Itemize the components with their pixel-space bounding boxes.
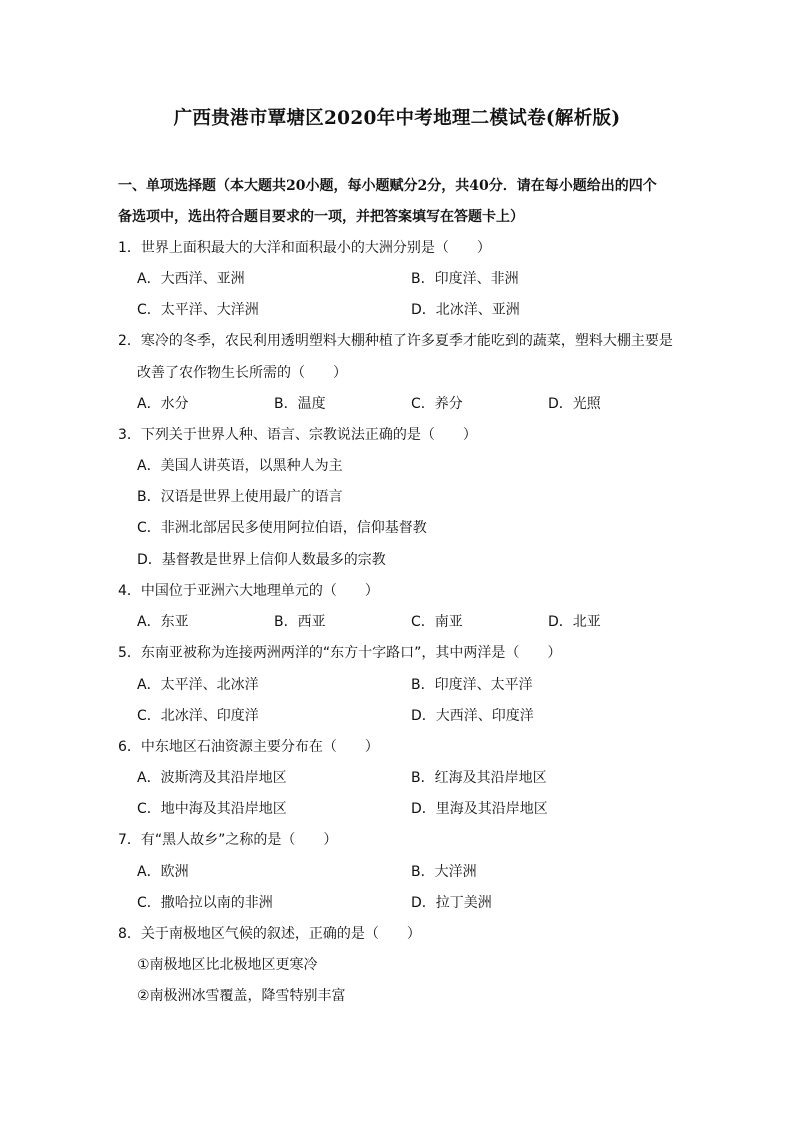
question-6-option-d: D．里海及其沿岸地区 [411, 801, 548, 817]
question-4-option-a: A．东亚 [137, 614, 189, 630]
question-4-stem: 4．中国位于亚洲六大地理单元的（ ） [118, 583, 379, 599]
question-5-stem: 5．东南亚被称为连接两洲两洋的“东方十字路口”，其中两洋是（ ） [118, 645, 562, 661]
question-1-option-c: C．太平洋、大洋洲 [137, 302, 259, 318]
question-5-option-d: D．大西洋、印度洋 [411, 708, 534, 724]
question-7-option-c: C．撒哈拉以南的非洲 [137, 895, 273, 911]
question-4-option-b: B．西亚 [274, 614, 326, 630]
question-2-option-d: D．光照 [548, 396, 601, 412]
question-6-option-b: B．红海及其沿岸地区 [411, 770, 547, 786]
question-2-stem: 2．寒冷的冬季，农民利用透明塑料大棚种植了许多夏季才能吃到的蔬菜，塑料大棚主要是 [118, 333, 673, 349]
question-6-option-c: C．地中海及其沿岸地区 [137, 801, 287, 817]
question-2-option-a: A．水分 [137, 396, 189, 412]
question-3-stem: 3．下列关于世界人种、语言、宗教说法正确的是（ ） [118, 427, 477, 443]
question-8-item-2: ②南极洲冰雪覆盖，降雪特别丰富 [137, 988, 346, 1004]
question-7-option-d: D．拉丁美洲 [411, 895, 492, 911]
question-5-option-b: B．印度洋、太平洋 [411, 677, 533, 693]
question-6-option-a: A．波斯湾及其沿岸地区 [137, 770, 287, 786]
question-8-item-1: ①南极地区比北极地区更寒冷 [137, 957, 318, 973]
question-5-option-a: A．太平洋、北冰洋 [137, 677, 259, 693]
question-7-stem: 7．有“黑人故乡”之称的是（ ） [118, 832, 338, 848]
question-2-stem-continued: 改善了农作物生长所需的（ ） [137, 365, 347, 381]
question-4-option-d: D．北亚 [548, 614, 601, 630]
question-2-option-c: C．养分 [411, 396, 463, 412]
question-1-stem: 1．世界上面积最大的大洋和面积最小的大洲分别是（ ） [118, 240, 491, 256]
question-3-option-c: C．非洲北部居民多使用阿拉伯语，信仰基督教 [137, 520, 427, 536]
question-3-option-a: A．美国人讲英语，以黑种人为主 [137, 458, 343, 474]
question-3-option-d: D．基督教是世界上信仰人数最多的宗教 [137, 552, 386, 568]
question-1-option-b: B．印度洋、非洲 [411, 271, 519, 287]
question-3-option-b: B．汉语是世界上使用最广的语言 [137, 489, 343, 505]
question-5-option-c: C．北冰洋、印度洋 [137, 708, 259, 724]
section-heading-line-1: 一、单项选择题（本大题共20小题，每小题赋分2分，共40分．请在每小题给出的四个 [118, 178, 657, 194]
question-1-option-d: D．北冰洋、亚洲 [411, 302, 520, 318]
section-heading-line-2: 备选项中，选出符合题目要求的一项，并把答案填写在答题卡上） [118, 209, 524, 225]
page-title: 广西贵港市覃塘区2020年中考地理二模试卷(解析版) [173, 108, 621, 129]
question-2-option-b: B．温度 [274, 396, 326, 412]
question-1-option-a: A．大西洋、亚洲 [137, 271, 245, 287]
question-7-option-b: B．大洋洲 [411, 864, 477, 880]
question-7-option-a: A．欧洲 [137, 864, 189, 880]
question-8-stem: 8．关于南极地区气候的叙述，正确的是（ ） [118, 926, 421, 942]
question-6-stem: 6．中东地区石油资源主要分布在（ ） [118, 739, 379, 755]
question-4-option-c: C．南亚 [411, 614, 463, 630]
